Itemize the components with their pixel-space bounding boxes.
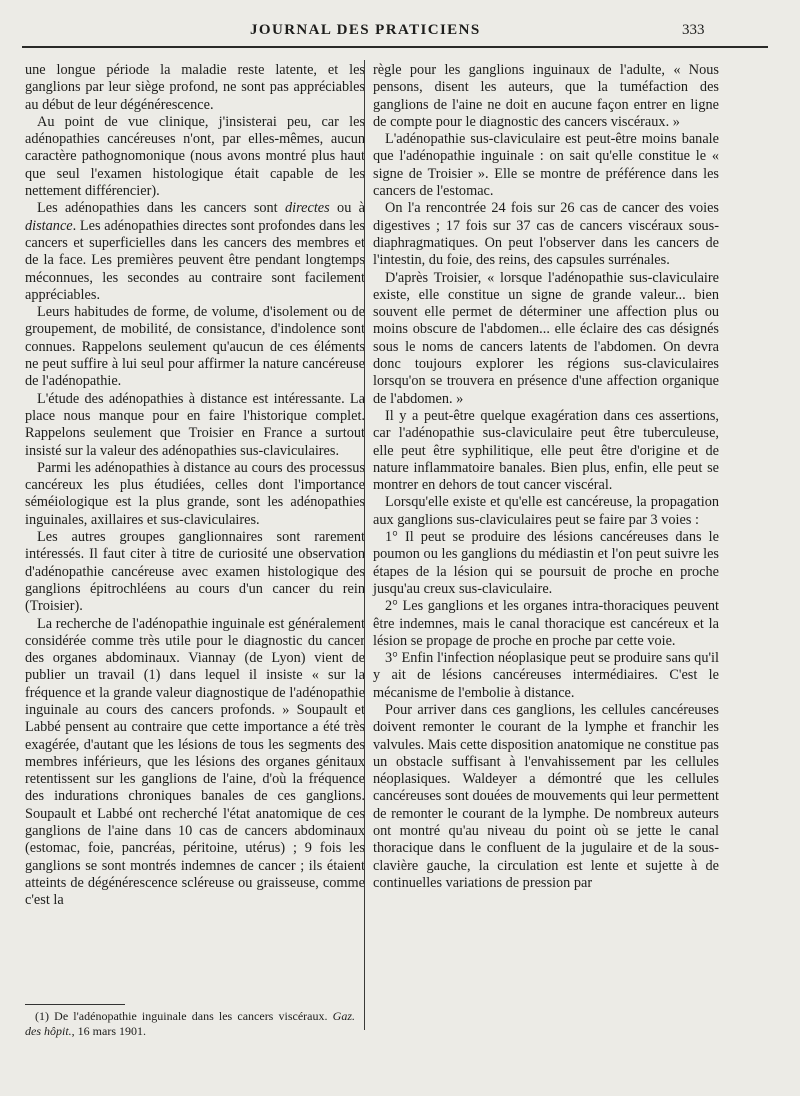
- footnote-rule: [25, 1004, 125, 1005]
- paragraph: 3° Enfin l'infection néoplasique peut se produire sans qu'il y ait de lésions cancéreuses intermédiaires. C'est le mécanisme de l'embolie à distance.: [373, 650, 719, 701]
- paragraph: D'après Troisier, « lorsque l'adénopathie sus-claviculaire existe, elle constitue un signe de grande valeur... bien souvent elle permet de déterminer une affection plus ou moins obscure de l'abdomen... elle éclaire des cas désignés sous le noms de cancers latents de l'abdomen. On devra donc toujours explorer les régions sus-claviculaires lorsqu'on se trouvera en présence d'une affection organique de l'abdomen. »: [373, 269, 719, 407]
- footnote-journal: Gaz. des hôpit.: [25, 1009, 355, 1038]
- paragraph: Au point de vue clinique, j'insisterai peu, car les adénopathies cancéreuses n'ont, par elles-mêmes, aucun caractère pathognomonique (nous avons montré plus haut que seul l'examen histologique était capable de les nettement différencier).: [25, 113, 365, 200]
- paragraph: L'adénopathie sus-claviculaire est peut-être moins banale que l'adénopathie inguinale : on sait qu'elle constitue le « signe de Troisier ». Elle se montre de préférence dans les cancers de l'estomac.: [373, 131, 719, 200]
- paragraph: règle pour les ganglions inguinaux de l'adulte, « Nous pensons, disent les auteurs, que la tuméfaction des ganglions de l'aine ne doit en aucune façon entrer en ligne de compte pour le diagnostic des cancers viscéraux. »: [373, 62, 719, 130]
- footnote-date: , 16 mars 1901.: [71, 1023, 146, 1038]
- paragraph: L'étude des adénopathies à distance est intéressante. La place nous manque pour en faire l'historique complet. Rappelons seulement que Troisier en France a surtout insisté sur la valeur des adénopathies sus-claviculaires.: [25, 390, 365, 459]
- paragraph: [25, 200, 365, 304]
- footnote: [25, 1009, 355, 1038]
- paragraph: Pour arriver dans ces ganglions, les cellules cancéreuses doivent remonter le courant de la lymphe et franchir les valvules. Mais cette disposition anatomique ne constitue pas un obstacle suffisant à l'envahissement par les cellules néoplasiques. Waldeyer a démontré que les cellules cancéreuses sont douées de mouvements qui leur permettent de remonter le courant de la lymphe. De nombreux auteurs ont montré qu'au niveau du point où se jette le canal thoracique dans le confluent de la jugulaire et de la sous-clavière gauche, la circulation est lente et sujette à de continuelles variations de pression par: [373, 701, 719, 891]
- running-title: JOURNAL DES PRATICIENS: [250, 22, 481, 38]
- footnote-text: (1) De l'adénopathie inguinale dans les cancers viscéraux.: [35, 1009, 333, 1023]
- page-header: [0, 0, 800, 48]
- paragraph: 2° Les ganglions et les organes intra-thoraciques peuvent être indemnes, mais le canal thoracique est cancéreux et la lésion se propage de proche en proche par cette voie.: [373, 598, 719, 649]
- emphasis-distance: distance: [25, 217, 73, 234]
- page-number: 333: [682, 22, 705, 38]
- text-run: Les adénopathies dans les cancers sont: [37, 200, 285, 217]
- emphasis-directes: directes: [284, 200, 330, 217]
- paragraph: Il y a peut-être quelque exagération dans ces assertions, car l'adénopathie sus-claviculaire peut être tuberculeuse, elle peut être syphilitique, elle peut être d'origine et de nature inflammatoire banales. Bien plus, enfin, elle peut se montrer en dehors de tout cancer viscéral.: [373, 407, 719, 494]
- paragraph: Parmi les adénopathies à distance au cours des processus cancéreux les plus étudiées, celles dont l'importance séméiologique est la plus grande, sont les adénopathies inguinales, axillaires et sus-claviculaires.: [25, 459, 365, 528]
- text-run: . Les adénopathies directes sont profondes dans les cancers et superficielles dans les cancers des membres et de la face. Les premières peuvent être pendant longtemps méconnues, les secondes au contraire sont facilement appréciables.: [25, 217, 365, 303]
- paragraph: Leurs habitudes de forme, de volume, d'isolement ou de groupement, de mobilité, de consistance, d'indolence sont connues. Rappelons seulement qu'aucun de ces éléments ne peut suffire à lui seul pour affirmer la nature cancéreuse de l'adénopathie.: [25, 304, 365, 390]
- column-divider: [364, 60, 365, 1030]
- paragraph: Lorsqu'elle existe et qu'elle est cancéreuse, la propagation aux ganglions sus-claviculaires peut se faire par 3 voies :: [373, 494, 719, 528]
- paragraph: On l'a rencontrée 24 fois sur 26 cas de cancer des voies digestives ; 17 fois sur 37 cas de cancers viscéraux sous-diaphragmatiques. On peut l'observer dans les cancers de l'intestin, du foie, des reins, des capsules surrénales.: [373, 200, 719, 269]
- paragraph: une longue période la maladie reste latente, et les ganglions par leur siège profond, ne sont pas appréciables au début de leur dégénérescence.: [25, 62, 365, 113]
- header-rule: [22, 46, 768, 48]
- paragraph: La recherche de l'adénopathie inguinale est généralement considérée comme très utile pour le diagnostic du cancer des organes abdominaux. Viannay (de Lyon) vient de publier un travail (1) dans lequel il insiste « sur la fréquence et la grande valeur diagnostique de l'adénopathie inguinale au cours des cancers profonds. » Soupault et Labbé pensent au contraire que cette importance a été très exagérée, d'autant que les lésions de tous les segments des membres inférieurs, que les lésions des organes génitaux retentissent sur les ganglions de l'aine, d'où la fréquence des indurations chroniques banales de ces ganglions. Soupault et Labbé ont recherché l'état anatomique de ces ganglions de l'aine dans 10 cas de cancers abdominaux (estomac, foie, pancréas, péritoine, utérus) ; 9 fois les ganglions se sont montrés indemnes de cancer ; ils étaient atteints de dégénérescence scléreuse ou graisseuse, comme c'est la: [25, 615, 365, 909]
- paragraph: 1° Il peut se produire des lésions cancéreuses dans le poumon ou les ganglions du médiastin et l'on peut suivre les étapes de la lésion qui se poursuit de proche en proche jusqu'au creux sus-claviculaire.: [373, 529, 719, 597]
- left-column: [25, 62, 365, 910]
- right-column: [373, 62, 719, 892]
- paragraph: Les autres groupes ganglionnaires sont rarement intéressés. Il faut citer à titre de curiosité une observation d'adénopathie cancéreuse avec examen histologique des ganglions épitrochléens au cours d'un cancer du rein (Troisier).: [25, 529, 365, 615]
- text-run: ou à: [329, 200, 366, 217]
